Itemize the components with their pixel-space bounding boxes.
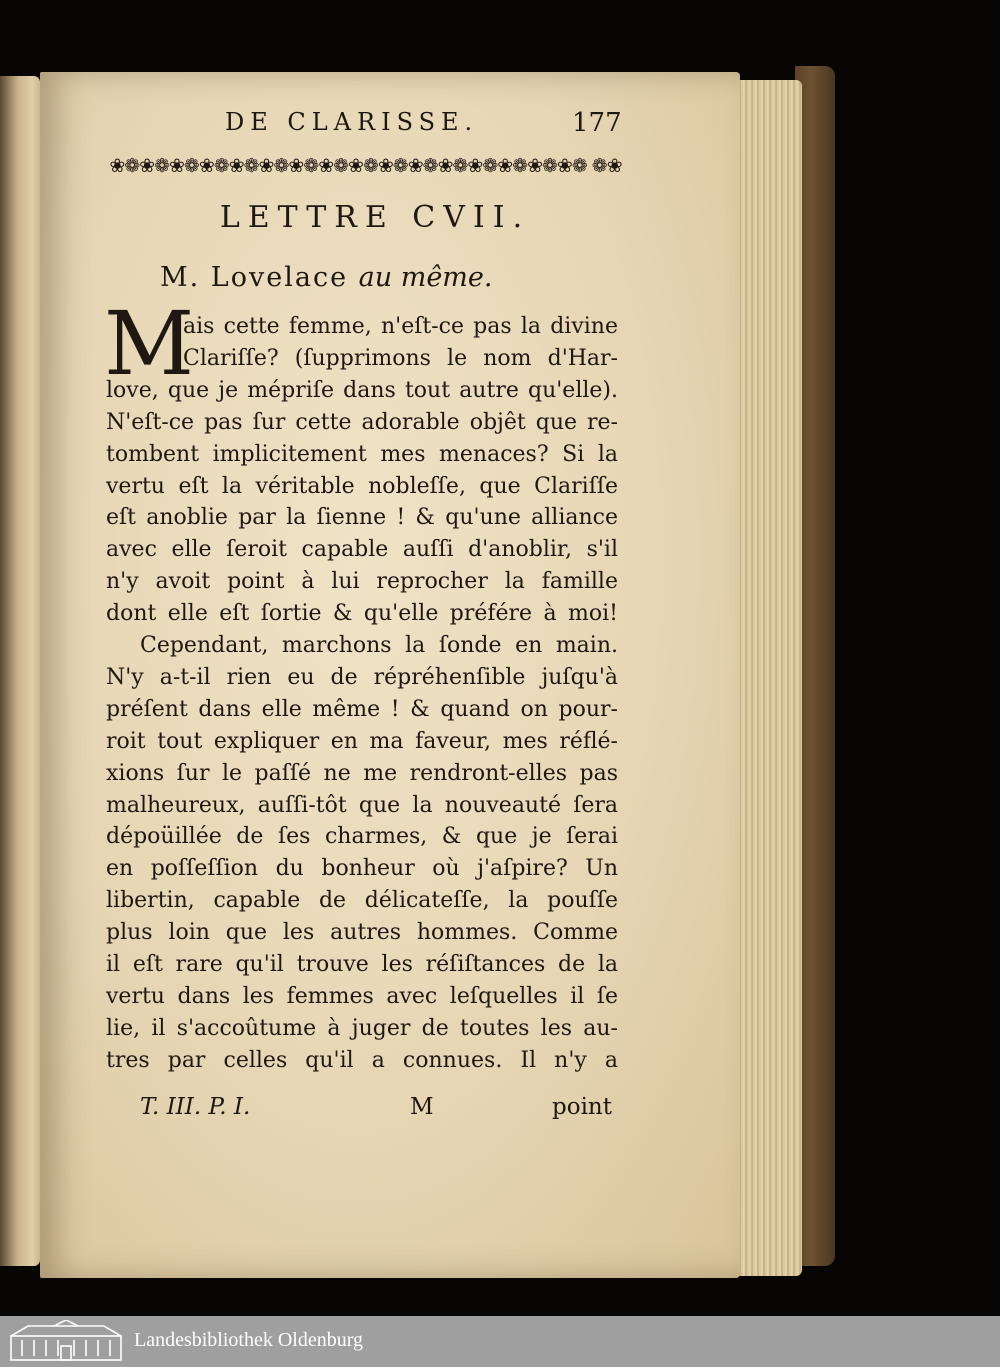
library-name: Landesbibliothek Oldenburg — [134, 1329, 364, 1351]
text-line: libertin, capable de délicateſſe, la pouſſe — [106, 888, 618, 914]
text-line: dont elle eſt ſortie & qu'elle préfére à moi! — [106, 601, 618, 627]
text-line: vertu eſt la véritable nobleſſe, que Clariſſe — [106, 473, 618, 499]
text-line: N'y a-t-il rien eu de répréhenſible juſqu'à — [106, 664, 618, 690]
running-head: DE CLARISSE. — [225, 108, 479, 136]
catchword: point — [552, 1094, 612, 1120]
text-line: avec elle ſeroit capable auſſi d'anoblir, s'il — [106, 537, 618, 563]
text-line: Cependant, marchons la ſonde en main. — [140, 633, 618, 658]
text-line: eſt anoblie par la ſienne ! & qu'une alliance — [106, 505, 618, 531]
text-line: plus loin que les autres hommes. Comme — [106, 920, 618, 946]
text-line: il eſt rare qu'il trouve les réſiſtances de la — [106, 952, 618, 977]
text-line: N'eſt-ce pas ſur cette adorable objêt que re- — [106, 409, 618, 435]
text-line: vertu dans les femmes avec leſquelles il ſe — [106, 983, 618, 1009]
page-stack-edge — [730, 80, 802, 1276]
text-line: malheureux, auſſi-tôt que la nouveauté ſera — [106, 792, 618, 818]
text-line: dépoüillée de ſes charmes, & que je ſerai — [106, 824, 618, 850]
library-footer-bar — [0, 1316, 1000, 1367]
text-line: tombent implicitement mes menaces? Si la — [106, 441, 618, 467]
ornament-rule: ❀❁❀❁❀❁❀❁❀❁❀❁❀❁❀❁❀❁❀❁❀❁❀❁❀❁❀❁❀❁❀❁ ❁❀ — [109, 155, 622, 177]
text-line: préſent dans elle même ! & quand on pour- — [106, 696, 618, 722]
text-line: Clariſſe? (ſupprimons le nom d'Har- — [183, 345, 618, 371]
page-number: 177 — [572, 108, 622, 138]
text-line: tres par celles qu'il a connues. Il n'y a — [106, 1047, 618, 1073]
facing-page-edge — [0, 76, 40, 1266]
salutation — [160, 262, 580, 293]
library-building-icon — [8, 1320, 124, 1362]
gathering-mark: M — [410, 1094, 434, 1120]
text-line: en poſſeſſion du bonheur où j'aſpire? Un — [106, 856, 618, 882]
drop-cap: M — [104, 292, 195, 395]
salutation-rest: au même. — [358, 262, 493, 293]
text-line: lie, il s'accoûtume à juger de toutes les au- — [106, 1015, 618, 1041]
text-line: love, que je mépriſe dans tout autre qu'elle). — [106, 377, 618, 403]
text-line: roit tout expliquer en ma faveur, mes réflé- — [106, 728, 618, 754]
signature-mark: T. III. P. I. — [140, 1094, 251, 1120]
text-line: n'y avoit point à lui reprocher la famille — [106, 569, 618, 595]
letter-title: LETTRE CVII. — [219, 200, 531, 235]
salutation-name: M. Lovelace — [160, 262, 349, 293]
text-line: ais cette femme, n'eſt-ce pas la divine — [183, 314, 618, 339]
text-line: xions ſur le paſſé ne me rendront-elles pas — [106, 760, 618, 786]
